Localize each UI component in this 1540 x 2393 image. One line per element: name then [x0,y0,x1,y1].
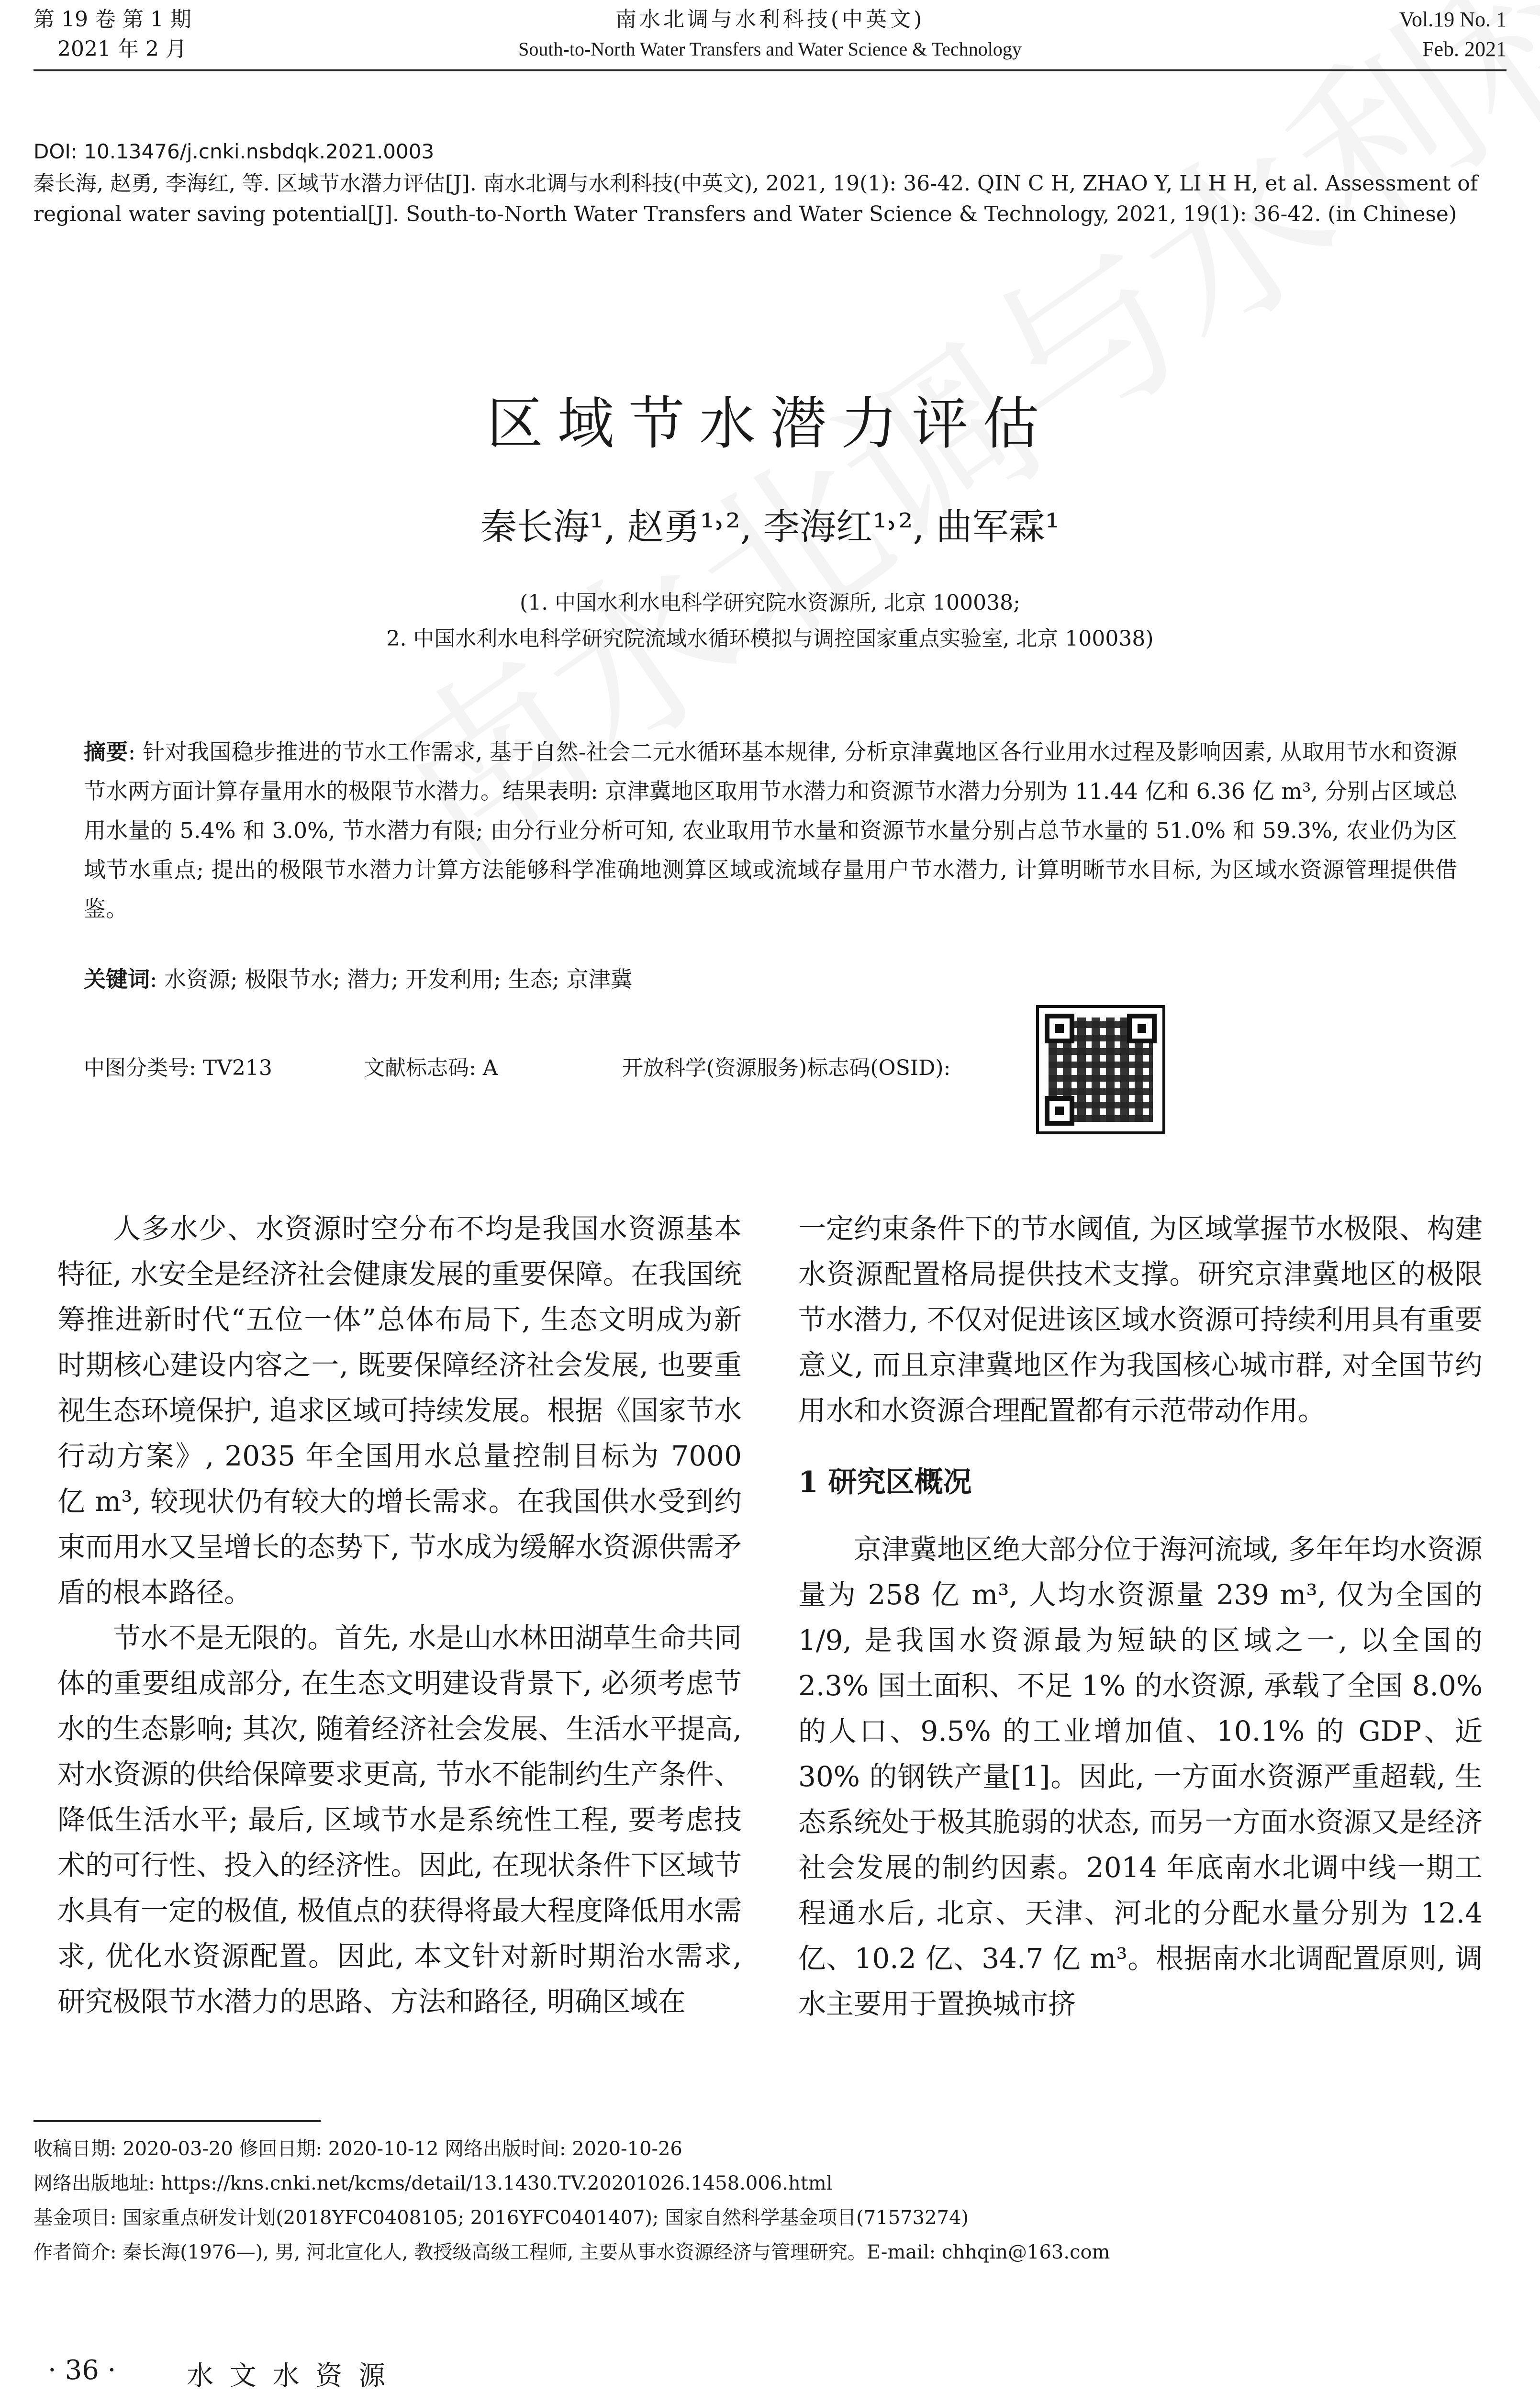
section-name: 水 文 水 资 源 [187,2360,390,2392]
doi: DOI: 10.13476/j.cnki.nsbdqk.2021.0003 [33,140,435,163]
journal-title-en: South-to-North Water Transfers and Water Science & Technology [518,38,1022,60]
affiliation-2: 2. 中国水利水电科学研究院流域水循环模拟与调控国家重点实验室, 北京 100038) [386,626,1154,651]
document-code: 文献标志码: A [364,1056,498,1080]
issue-label: 第 19 卷 第 1 期 [33,7,191,32]
osid-qr-code[interactable] [1036,1005,1165,1134]
clc-number: 中图分类号: TV213 [84,1056,272,1080]
page-number: · 36 · [48,2355,116,2386]
issue-date: 2021 年 2 月 [57,37,187,61]
body-left-column [57,1206,742,2024]
header-rule [33,69,1507,71]
footnote-url[interactable]: 网络出版地址: https://kns.cnki.net/kcms/detail/13.1430.TV.20201026.1458.006.html [33,2172,833,2194]
osid-label: 开放科学(资源服务)标志码(OSID): [622,1056,951,1080]
keywords-label: 关键词 [84,966,150,992]
abstract-text: : 针对我国稳步推进的节水工作需求, 基于自然-社会二元水循环基本规律, 分析京津冀地区各行业用水过程及影响因素, 从取用节水和资源节水两方面计算存量用水的极限节水潜力。结果表明: 京津冀地区取用节水潜力和资源节水潜力分别为 11.44 亿和 6.36 亿 m³, 分别占区域总用水量的 5.4% 和 3.0%, 节水潜力有限; 由分行业分析可知, 农业取用节水量和资源节水量分别占总节水量的 51.0% 和 59.3%, 农业仍为区域节水重点; 提出的极限节水潜力计算方法能够科学准确地测算区域或流域存量用户节水潜力, 计算明晰节水目标, 为区域水资源管理提供借鉴。 [84,739,1457,922]
author-list: 秦长海¹, 赵勇¹˒², 李海红¹˒², 曲军霖¹ [480,505,1060,548]
paragraph: 一定约束条件下的节水阈值, 为区域掌握节水极限、构建水资源配置格局提供技术支撑。研究京津冀地区的极限节水潜力, 不仅对促进该区域水资源可持续利用具有重要意义, 而且京津冀地区作为我国核心城市群, 对全国节约用水和水资源合理配置都有示范带动作用。 [798,1212,1483,1427]
keywords-text: : 水资源; 极限节水; 潜力; 开发利用; 生态; 京津冀 [150,966,633,992]
paragraph: 人多水少、水资源时空分布不均是我国水资源基本特征, 水安全是经济社会健康发展的重要保障。在我国统筹推进新时代“五位一体”总体布局下, 生态文明成为新时期核心建设内容之一, 既要保障经济社会发展, 也要重视生态环境保护, 追求区域可持续发展。根据《国家节水行动方案》, 2035 年全国用水总量控制目标为 7000 亿 m³, 较现状仍有较大的增长需求。在我国供水受到约束而用水又呈增长的态势下, 节水成为缓解水资源供需矛盾的根本路径。 [57,1212,742,1609]
volume-date: Feb. 2021 [1422,37,1507,61]
volume-label: Vol.19 No. 1 [1399,8,1507,31]
journal-title-cn: 南水北调与水利科技(中英文) [615,7,925,32]
keywords [84,960,1457,999]
affiliation-1: (1. 中国水利水电科学研究院水资源所, 北京 100038; [520,591,1020,615]
abstract [84,732,1457,928]
citation-text: 秦长海, 赵勇, 李海红, 等. 区域节水潜力评估[J]. 南水北调与水利科技(中英文), 2021, 19(1): 36-42. QIN C H, ZHAO Y, LI H H, et al. Assessment of regional water saving potential[J]. South-to-North Water Transfers and Water Science & Technology, 2021, 19(1): 36-42. (in Chinese) [33,171,1478,226]
paragraph: 节水不是无限的。首先, 水是山水林田湖草生命共同体的重要组成部分, 在生态文明建设背景下, 必须考虑节水的生态影响; 其次, 随着经济社会发展、生活水平提高, 对水资源的供给保障要求更高, 节水不能制约生产条件、降低生活水平; 最后, 区域节水是系统性工程, 要考虑技术的可行性、投入的经济性。因此, 在现状条件下区域节水具有一定的极值, 极值点的获得将最大程度降低用水需求, 优化水资源配置。因此, 本文针对新时期治水需求, 研究极限节水潜力的思路、方法和路径, 明确区域在 [57,1621,742,2018]
footnote-fund: 基金项目: 国家重点研发计划(2018YFC0408105; 2016YFC0401407); 国家自然科学基金项目(71573274) [33,2207,969,2229]
footnote-rule [33,2120,321,2122]
section-heading: 1 研究区概况 [798,1465,972,1499]
abstract-label: 摘要 [84,739,128,765]
footnote-author: 作者简介: 秦长海(1976—), 男, 河北宣化人, 教授级高级工程师, 主要从事水资源经济与管理研究。E-mail: chhqin@163.com [33,2241,1110,2263]
footnote-dates: 收稿日期: 2020-03-20 修回日期: 2020-10-12 网络出版时间: 2020-10-26 [33,2138,682,2160]
paper-title: 区域节水潜力评估 [486,391,1053,457]
paragraph: 京津冀地区绝大部分位于海河流域, 多年年均水资源量为 258 亿 m³, 人均水资源量 239 m³, 仅为全国的 1/9, 是我国水资源最为短缺的区域之一, 以全国的 2.3% 国土面积、不足 1% 的水资源, 承载了全国 8.0% 的人口、9.5% 的工业增加值、10.1% 的 GDP、近 30% 的钢铁产量[1]。因此, 一方面水资源严重超载, 生态系统处于极其脆弱的状态, 而另一方面水资源又是经济社会发展的制约因素。2014 年底南水北调中线一期工程通水后, 北京、天津、河北的分配水量分别为 12.4 亿、10.2 亿、34.7 亿 m³。根据南水北调配置原则, 调水主要用于置换城市挤 [798,1533,1483,2020]
body-right-column [798,1206,1483,2027]
